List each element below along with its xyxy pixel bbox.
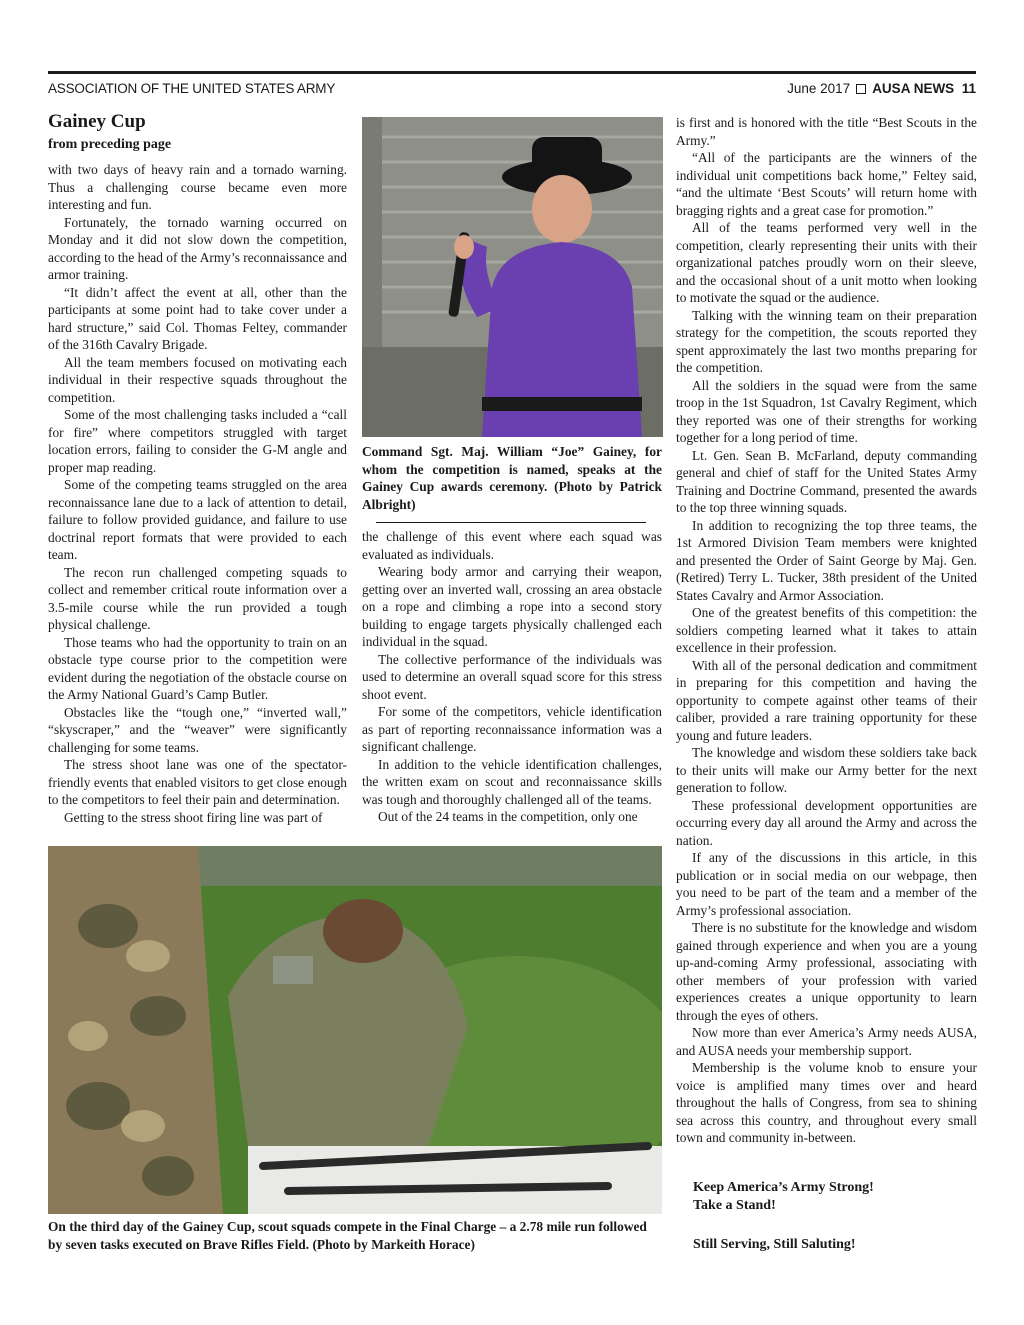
- paragraph: is first and is honored with the title “Best Scouts in the Army.”: [676, 115, 977, 148]
- closing-slogan-2: Take a Stand!: [693, 1198, 776, 1213]
- paragraph: All of the teams performed very well in the competition, clearly representing their units with their organizational patches proudly worn on their sleeve, and the occasional shout of a unit motto when looking to motivate the squad or the audience.: [676, 220, 977, 305]
- header-rule: [48, 71, 976, 74]
- paragraph: Lt. Gen. Sean B. McFarland, deputy commanding general and chief of staff for the United States Army Training and Doctrine Command, presented the awards to the top three winning squads.: [676, 447, 977, 515]
- paragraph: With all of the personal dedication and commitment in preparing for this competition and having the opportunity to compete against other teams of their caliber, provided a rare training opportunity for these young and future leaders.: [676, 657, 977, 743]
- paragraph: Wearing body armor and carrying their weapon, getting over an inverted wall, crossing an area obstacle on a rope and climbing a rope into a second story building to engage targets physically challenged each individual in the squad.: [362, 564, 662, 649]
- photo-gainey-illustration: [362, 117, 663, 437]
- paragraph: Some of the most challenging tasks included a “call for fire” where competitors struggled with target location errors, failing to consider the G-M angle and proper map reading.: [48, 407, 347, 475]
- paragraph: The knowledge and wisdom these soldiers take back to their units will make our Army better for the next generation to follow.: [676, 745, 977, 795]
- article-column-1: [48, 161, 347, 826]
- paragraph: Fortunately, the tornado warning occurred on Monday and it did not slow down the competition, according to the head of the Army’s reconnaissance and armor training.: [48, 214, 347, 282]
- paragraph: Getting to the stress shoot firing line was part of: [64, 809, 323, 825]
- paragraph: Membership is the volume knob to ensure your voice is amplified many times over and heard throughout the halls of Congress, from sea to shining sea across this country, and throughout every small town and community in-between.: [676, 1060, 977, 1145]
- publication-name: AUSA NEWS: [872, 81, 955, 96]
- paragraph: Talking with the winning team on their preparation strategy for the competition, the scouts reported they spent approximately the last two months preparing for the competition.: [676, 307, 977, 375]
- continued-from: from preceding page: [48, 137, 172, 152]
- caption-divider: [376, 522, 646, 523]
- paragraph: Now more than ever America’s Army needs AUSA, and AUSA needs your membership support.: [676, 1025, 977, 1058]
- paragraph: Obstacles like the “tough one,” “inverted wall,” “skyscraper,” and the “weaver” were significantly challenging for some teams.: [48, 704, 347, 755]
- paragraph: “It didn’t affect the event at all, other than the participants at some point had to take cover under a hard structure,” said Col. Thomas Feltey, commander of the 316th Cavalry Brigade.: [48, 284, 347, 352]
- paragraph: In addition to the vehicle identification challenges, the written exam on scout and reconnaissance skills was tough and thoroughly challenged all of the teams.: [362, 756, 662, 807]
- issue-info: [787, 81, 976, 96]
- paragraph: For some of the competitors, vehicle identification as part of reporting reconnaissance information was a significant challenge.: [362, 704, 662, 754]
- issue-date: June 2017: [787, 81, 851, 96]
- paragraph: All the soldiers in the squad were from the same troop in the 1st Squadron, 1st Cavalry Regiment, which they reported was one of their strengths for working together for a long period of time.: [676, 377, 977, 445]
- paragraph: These professional development opportunities are occurring every day all around the Army and across the nation.: [676, 797, 977, 848]
- paragraph: The stress shoot lane was one of the spectator-friendly events that enabled visitors to get close enough to the competitors to feel their pain and determination.: [48, 757, 347, 807]
- closing-slogan-1: Keep America’s Army Strong!: [693, 1180, 874, 1195]
- paragraph: The recon run challenged competing squads to collect and remember critical route information over a 3.5-mile course while the run provided a tough physical challenge.: [48, 564, 347, 632]
- page-number: 11: [961, 81, 976, 96]
- article-column-2: [362, 528, 662, 826]
- paragraph: Out of the 24 teams in the competition, only one: [378, 809, 638, 824]
- paragraph: The collective performance of the individuals was used to determine an overall squad score for this stress shoot event.: [362, 651, 662, 702]
- photo-caption-1: Command Sgt. Maj. William “Joe” Gainey, for whom the competition is named, speaks at the Gainey Cup awards ceremony. (Photo by Patrick Albright): [362, 444, 662, 512]
- photo-caption-2: On the third day of the Gainey Cup, scout squads compete in the Final Charge – a 2.78 mile run followed by seven tasks executed on Brave Rifles Field. (Photo by Markeith Horace): [48, 1219, 647, 1252]
- paragraph: In addition to recognizing the top three teams, the 1st Armored Division Team members were knighted and presented the Order of Saint George by Maj. Gen. (Retired) Terry L. Tucker, 38th president of the United States Cavalry and Armor Association.: [676, 517, 977, 603]
- paragraph: If any of the discussions in this article, in this publication or in social media on our webpage, then you need to be part of the team and a member of the Army’s professional association.: [676, 850, 977, 918]
- paragraph: Some of the competing teams struggled on the area reconnaissance lane due to a lack of attention to detail, failure to follow provided guidance, and failure to use doctrinal report formats that were provided to each team.: [48, 477, 347, 562]
- article-column-3: [676, 114, 977, 1147]
- publisher-name: ASSOCIATION OF THE UNITED STATES ARMY: [48, 81, 336, 96]
- article-title: Gainey Cup: [48, 111, 146, 132]
- photo-scouts-illustration: [48, 846, 662, 1214]
- paragraph: There is no substitute for the knowledge and wisdom gained through experience and when you are a young up-and-coming Army professional, associating with other members of your profession with varied experiences creates a unique opportunity to learn through the eyes of others.: [676, 920, 977, 1023]
- paragraph: Those teams who had the opportunity to train on an obstacle type course prior to the competition were evident during the negotiation of the obstacle course on the Army National Guard’s Camp Butler.: [48, 634, 347, 702]
- paragraph: the challenge of this event where each squad was evaluated as individuals.: [362, 529, 662, 562]
- checkbox-square-icon: [856, 84, 866, 94]
- photo-scouts-weapons: [48, 846, 662, 1214]
- closing-slogan-3: Still Serving, Still Saluting!: [693, 1237, 856, 1252]
- paragraph: with two days of heavy rain and a tornado warning. Thus a challenging course became even more interesting and fun.: [48, 162, 347, 212]
- photo-gainey-speaking: [362, 117, 663, 437]
- paragraph: “All of the participants are the winners of the individual unit competitions back home,” Feltey said, “and the ultimate ‘Best Scouts’ will return home with bragging rights and a great case for promotion.”: [676, 150, 977, 218]
- paragraph: All the team members focused on motivating each individual in their respective squads throughout the competition.: [48, 354, 347, 405]
- paragraph: One of the greatest benefits of this competition: the soldiers competing learned what it takes to attain excellence in their profession.: [676, 605, 977, 655]
